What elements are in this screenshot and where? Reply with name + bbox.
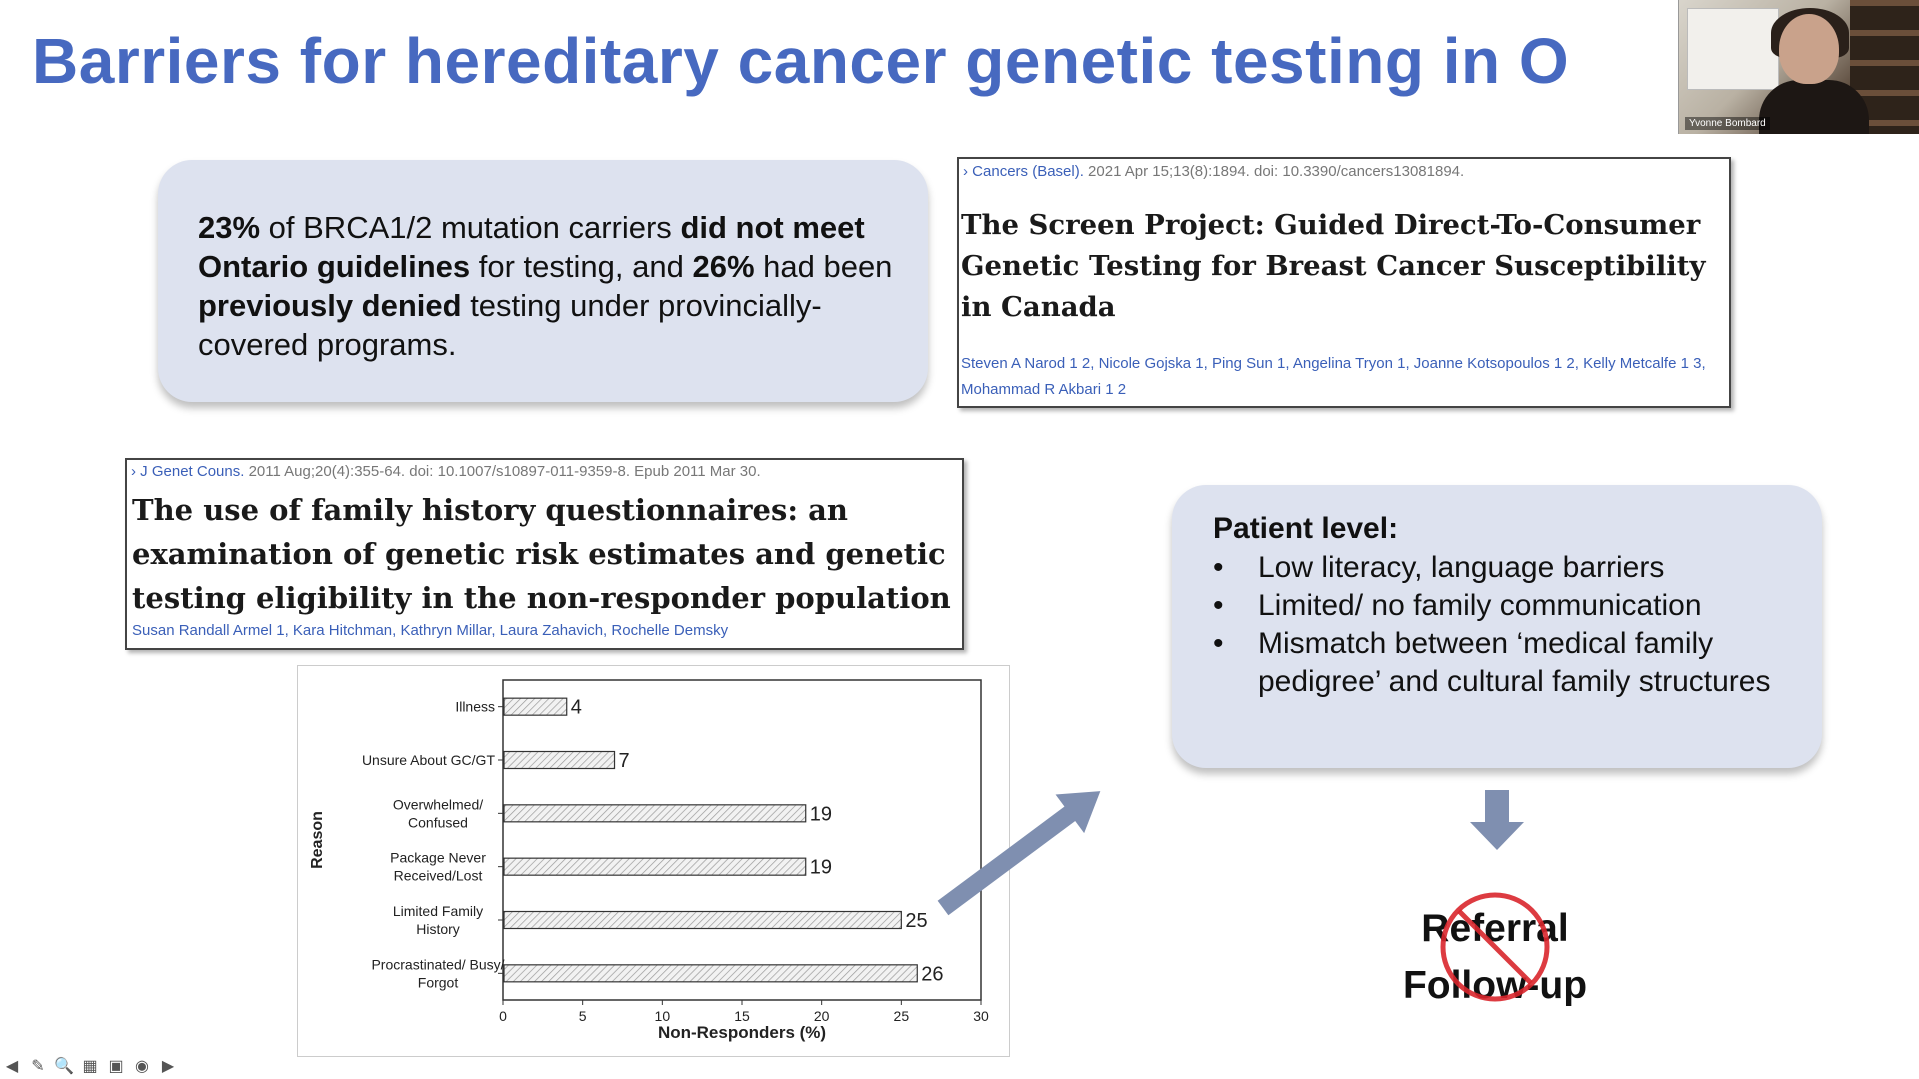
category-label: Overwhelmed/ Confused [392,796,484,831]
plot-frame [503,680,981,1000]
bullet-icon: • [1213,627,1224,660]
bar [504,752,615,769]
slides-icon[interactable]: ▦ [82,1058,98,1075]
stats-segment: previously denied [198,288,462,323]
category-label: Unsure About GC/GT [361,752,495,768]
x-tick-label: 30 [973,1008,989,1024]
category-labels [362,699,505,991]
x-axis-label: Non-Responders (%) [657,1023,827,1042]
category-label: Package Never Received/Lost [390,849,486,884]
slide-title: Barriers for hereditary cancer genetic testing in O [32,25,1570,97]
author-list[interactable]: Steven A Narod 1 2, Nicole Gojska 1, Ping Sun 1, Angelina Tryon 1, Joanne Kotsopoulos 1 2, Kelly Metcalfe 1 3, Mohammad R Akbari 1 2 [961,355,1706,398]
non-responder-bar-chart [297,665,1010,1057]
referral-text: Referral [1421,907,1569,950]
patient-level-heading: Patient level: [1213,512,1399,545]
bar-value-label: 4 [570,696,582,719]
bar-value-label: 19 [809,803,832,826]
bar-group [498,697,944,986]
author-list[interactable]: Susan Randall Armel 1, Kara Hitchman, Kathryn Millar, Laura Zahavich, Rochelle Demsky [132,622,729,639]
x-tick-label: 15 [734,1008,750,1024]
webcam-video-tile [1678,0,1919,134]
bar-value-label: 19 [809,856,832,879]
next-icon[interactable]: ▶ [161,1058,175,1075]
y-axis-label: Reason [309,811,326,869]
webcam-speaker-name: Yvonne Bombard [1685,117,1770,130]
stats-text [198,208,898,364]
pen-icon[interactable]: ✎ [31,1058,45,1075]
down-arrow-icon [1468,790,1528,852]
citation-line: › J Genet Couns. 2011 Aug;20(4):355-64. doi: 10.1007/s10897-011-9359-8. Epub 2011 Mar 30. [131,463,761,480]
journal-link[interactable]: › J Genet Couns. [131,463,245,480]
webcam-speaker-body [1759,80,1869,134]
reference-family-history [125,458,964,650]
bar [504,698,567,715]
chart-canvas [298,666,1009,1056]
x-tick-label: 5 [578,1008,587,1024]
bar-value-label: 25 [905,910,928,932]
stats-segment: 26% [692,249,755,284]
journal-link[interactable]: › Cancers (Basel). [963,163,1084,180]
stats-segment: testing under provincially-covered programs. [198,288,822,362]
x-tick-label: 0 [499,1008,507,1024]
list-item: • Mismatch between ‘medical family pedigree’ and cultural family structures [1213,627,1771,698]
list-item: • Limited/ no family communication [1213,587,1803,625]
list-item: • Low literacy, language barriers [1213,549,1803,587]
x-tick-label: 10 [654,1008,671,1024]
bar [504,805,806,822]
category-label: Illness [455,698,495,715]
article-title: The Screen Project: Guided Direct-To-Consumer Genetic Testing for Breast Cancer Susceptibility in Canada [961,209,1706,323]
camera-icon[interactable]: ▣ [108,1058,124,1075]
bar-value-label: 26 [921,963,944,986]
reference-screen-project [957,157,1731,408]
x-tick-group [499,1000,989,1024]
category-label: Procrastinated/ Busy/ Forgot [371,956,505,991]
x-tick-label: 25 [893,1008,910,1024]
stats-segment: had been [754,249,893,284]
bullet-icon: • [1213,551,1224,584]
bar [504,965,917,982]
category-label: Limited Family History [392,903,484,937]
citation-line: › Cancers (Basel). 2021 Apr 15;13(8):1894. doi: 10.3390/cancers13081894. [963,163,1465,180]
followup-text: Follow-up [1402,964,1588,1007]
stats-segment: of BRCA1/2 mutation carriers [260,210,681,245]
bar [504,912,901,929]
patient-level-list [1213,549,1803,701]
bullet-icon: • [1213,589,1224,622]
menu-icon[interactable]: ◉ [135,1058,149,1075]
prev-icon[interactable]: ◀ [5,1058,19,1075]
prohibited-icon [1437,889,1553,1005]
stats-callout [158,160,928,402]
stats-segment: did not meet Ontario guidelines [198,210,865,284]
zoom-icon[interactable]: 🔍 [54,1058,74,1075]
stats-segment: 23% [198,210,261,245]
article-title: The use of family history questionnaires: an examination of genetic risk estimates and genetic testing eligibility in the non-responder population [132,493,951,615]
webcam-whiteboard [1687,8,1779,90]
patient-level-callout [1172,485,1822,768]
stats-segment: for testing, and [470,249,693,284]
webcam-speaker-face [1779,14,1839,84]
presentation-toolbar [2,1058,178,1076]
bar [504,858,806,875]
bar-value-label: 7 [618,750,630,772]
x-tick-label: 20 [813,1008,830,1024]
